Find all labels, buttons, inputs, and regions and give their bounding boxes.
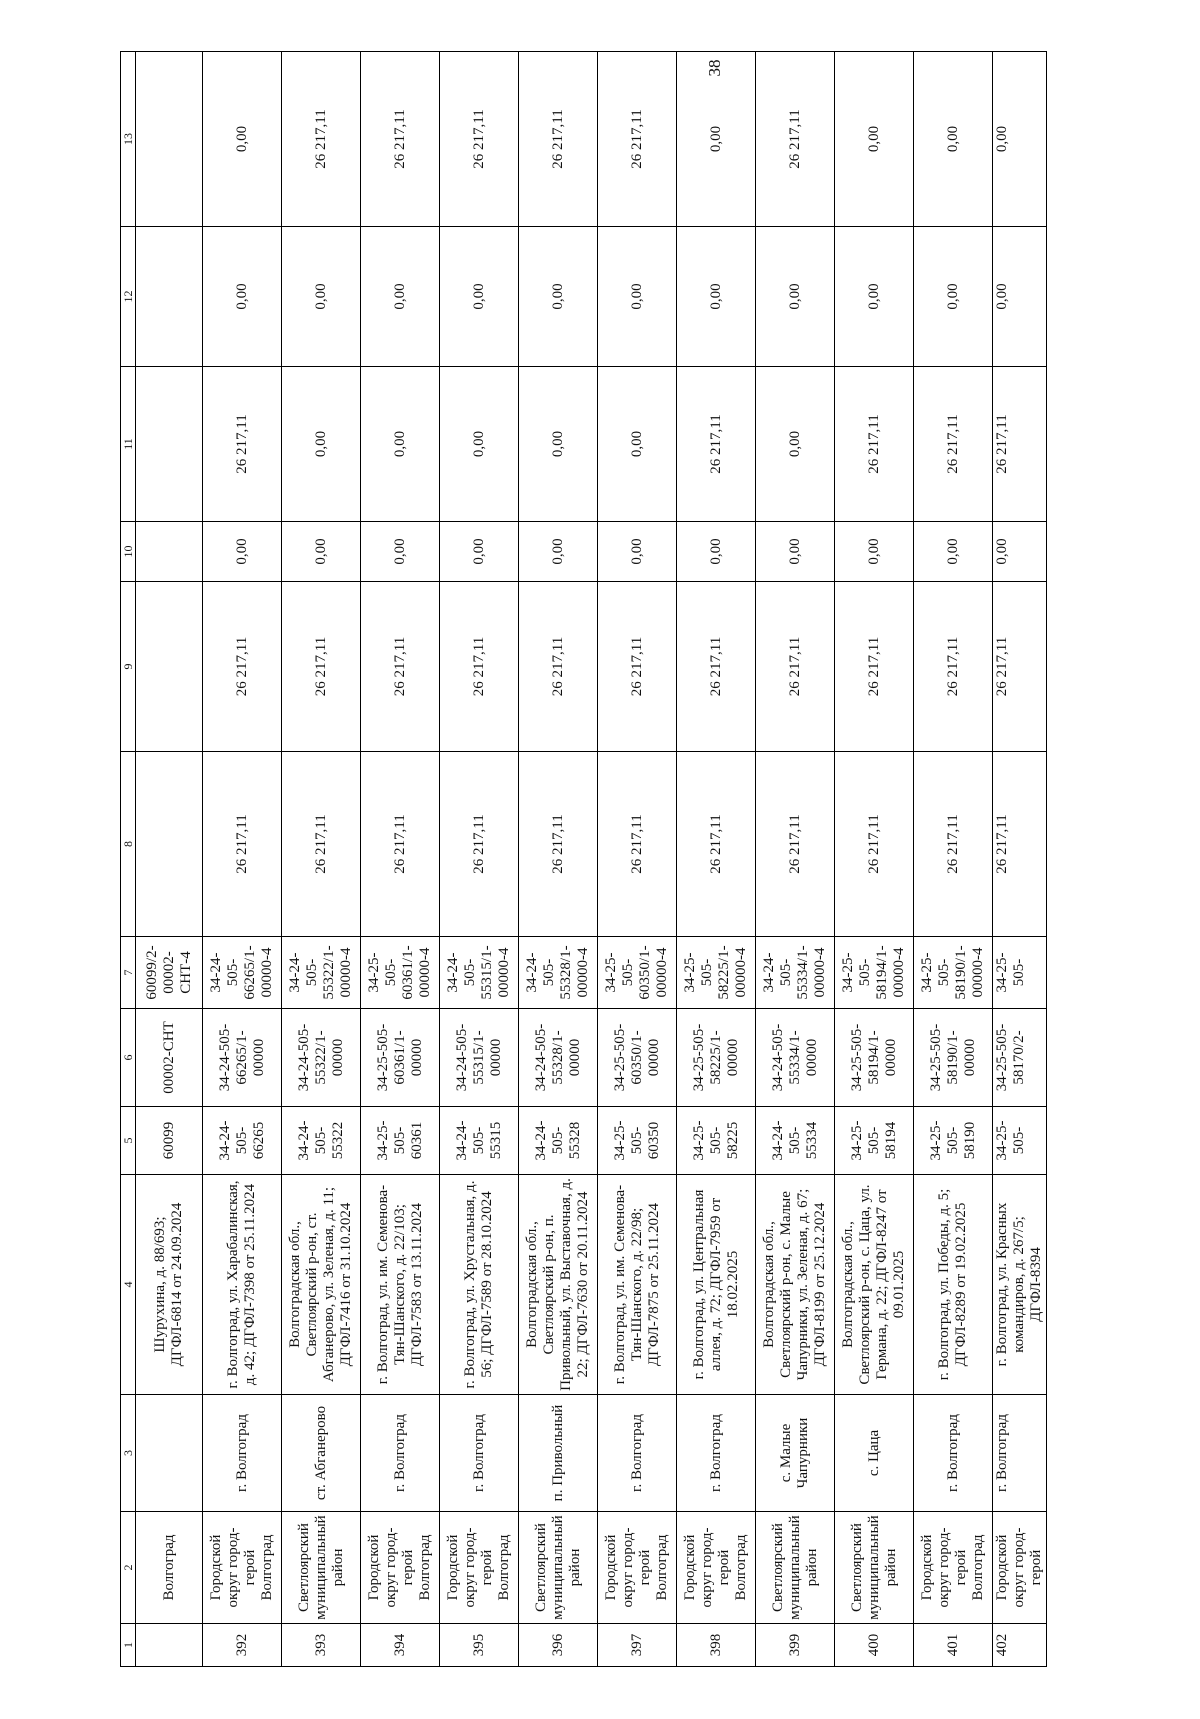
amount-cell: 0,00 xyxy=(598,367,677,522)
municipality-cell: Светлоярский муниципальный район xyxy=(756,1512,835,1624)
settlement-cell: г. Волгоград xyxy=(914,1395,993,1512)
amount-cell: 26 217,11 xyxy=(835,752,914,937)
column-number-row xyxy=(121,52,136,1667)
amount-cell: 26 217,11 xyxy=(203,752,282,937)
column-number: 8 xyxy=(121,752,136,937)
code-cell: 34-25-505-58190/1-00000-4 xyxy=(914,937,993,1009)
column-number: 4 xyxy=(121,1175,136,1395)
amount-cell: 0,00 xyxy=(440,227,519,367)
address-cell: г. Волгоград, ул. Победы, д. 5; ДГФЛ-8289 от 19.02.2025 xyxy=(914,1175,993,1395)
code-cell: 34-24-505-55315/1-00000-4 xyxy=(440,937,519,1009)
amount-cell: 0,00 xyxy=(203,52,282,227)
code-cell: 34-25-505-58190 xyxy=(914,1107,993,1175)
settlement-cell xyxy=(136,1395,203,1512)
address-cell: Волгоградская обл., Светлоярский р-он, с. Цаца, ул. Германа, д. 22; ДГФЛ-8247 от 09.01.2025 xyxy=(835,1175,914,1395)
amount-cell xyxy=(136,367,203,522)
amount-cell: 26 217,11 xyxy=(914,582,993,752)
amount-cell: 26 217,11 xyxy=(598,52,677,227)
code-cell: 34-24-505-55328/1-00000-4 xyxy=(519,937,598,1009)
code-cell: 34-25-505-58194/1-00000-4 xyxy=(835,937,914,1009)
table-row xyxy=(756,52,835,1667)
row-number-cell: 402 xyxy=(993,1624,1047,1667)
address-cell: г. Волгоград, ул. им. Семенова-Тян-Шанского, д. 22/103; ДГФЛ-7583 от 13.11.2024 xyxy=(361,1175,440,1395)
code-cell: 34-25-505-60350/1-00000 xyxy=(598,1009,677,1107)
amount-cell: 0,00 xyxy=(756,522,835,582)
municipality-cell: Городской округ город-герой Волгоград xyxy=(598,1512,677,1624)
rotated-table-area xyxy=(120,52,1200,1667)
table-row xyxy=(914,52,993,1667)
amount-cell: 26 217,11 xyxy=(993,367,1047,522)
code-cell: 34-25-505-58194/1-00000 xyxy=(835,1009,914,1107)
address-cell: г. Волгоград, ул. Красных командиров, д. 267/5; ДГФЛ-8394 xyxy=(993,1175,1047,1395)
settlement-cell: с. Цаца xyxy=(835,1395,914,1512)
amount-cell: 26 217,11 xyxy=(598,582,677,752)
settlement-cell: г. Волгоград xyxy=(993,1395,1047,1512)
column-number: 7 xyxy=(121,937,136,1009)
amount-cell: 0,00 xyxy=(440,522,519,582)
address-cell: г. Волгоград, ул. Харабалинская, д. 42; ДГФЛ-7398 от 25.11.2024 xyxy=(203,1175,282,1395)
amount-cell: 0,00 xyxy=(835,227,914,367)
amount-cell: 26 217,11 xyxy=(203,582,282,752)
amount-cell: 0,00 xyxy=(361,227,440,367)
row-number-cell: 397 xyxy=(598,1624,677,1667)
amount-cell: 26 217,11 xyxy=(440,52,519,227)
amount-cell: 26 217,11 xyxy=(361,582,440,752)
code-cell: 34-25-505-60361/1-00000-4 xyxy=(361,937,440,1009)
table-row xyxy=(993,52,1047,1667)
code-cell: 34-25-505-58170/2- xyxy=(993,1009,1047,1107)
amount-cell: 26 217,11 xyxy=(519,582,598,752)
amount-cell: 26 217,11 xyxy=(519,52,598,227)
amount-cell: 26 217,11 xyxy=(361,752,440,937)
amount-cell: 26 217,11 xyxy=(282,582,361,752)
data-table xyxy=(120,51,1047,1667)
code-cell: 60099 xyxy=(136,1107,203,1175)
amount-cell: 0,00 xyxy=(361,367,440,522)
code-cell: 34-25-505-60350 xyxy=(598,1107,677,1175)
code-cell: 34-24-505-66265 xyxy=(203,1107,282,1175)
amount-cell: 0,00 xyxy=(756,367,835,522)
page-number: 38 xyxy=(705,59,724,77)
amount-cell: 26 217,11 xyxy=(440,582,519,752)
table-row xyxy=(519,52,598,1667)
address-cell: Волгоградская обл., Светлоярский р-он, с. Малые Чапурники, ул. Зеленая, д. 67; ДГФЛ-8199 от 25.12.2024 xyxy=(756,1175,835,1395)
amount-cell xyxy=(136,582,203,752)
table-row xyxy=(282,52,361,1667)
table-row xyxy=(361,52,440,1667)
code-cell: 34-25-505-58225/1-00000-4 xyxy=(677,937,756,1009)
amount-cell xyxy=(136,227,203,367)
amount-cell: 26 217,11 xyxy=(993,582,1047,752)
amount-cell: 26 217,11 xyxy=(835,367,914,522)
amount-cell: 26 217,11 xyxy=(677,582,756,752)
amount-cell: 0,00 xyxy=(993,227,1047,367)
amount-cell: 26 217,11 xyxy=(993,752,1047,937)
address-cell: Волгоградская обл., Светлоярский р-он, п. Привольный, ул. Выставочная, д. 22; ДГФЛ-7630 от 20.11.2024 xyxy=(519,1175,598,1395)
column-number: 11 xyxy=(121,367,136,522)
amount-cell: 26 217,11 xyxy=(440,752,519,937)
code-cell: 34-24-505-55315/1-00000 xyxy=(440,1009,519,1107)
code-cell: 34-24-505-55328/1-00000 xyxy=(519,1009,598,1107)
code-cell: 34-24-505-55328 xyxy=(519,1107,598,1175)
column-number: 9 xyxy=(121,582,136,752)
settlement-cell: г. Волгоград xyxy=(361,1395,440,1512)
address-cell: Волгоградская обл., Светлоярский р-он, ст. Абганерово, ул. Зеленая, д. 11; ДГФЛ-7416 от 31.10.2024 xyxy=(282,1175,361,1395)
amount-cell: 0,00 xyxy=(282,522,361,582)
column-number: 12 xyxy=(121,227,136,367)
municipality-cell: Светлоярский муниципальный район xyxy=(282,1512,361,1624)
row-number-cell: 396 xyxy=(519,1624,598,1667)
code-cell: 34-24-505-66265/1-00000-4 xyxy=(203,937,282,1009)
code-cell: 34-25-505-58225 xyxy=(677,1107,756,1175)
amount-cell: 26 217,11 xyxy=(203,367,282,522)
column-number: 6 xyxy=(121,1009,136,1107)
code-cell: 00002-СНТ xyxy=(136,1009,203,1107)
column-number: 10 xyxy=(121,522,136,582)
settlement-cell: г. Волгоград xyxy=(677,1395,756,1512)
municipality-cell: Светлоярский муниципальный район xyxy=(519,1512,598,1624)
amount-cell: 0,00 xyxy=(993,522,1047,582)
settlement-cell: г. Волгоград xyxy=(598,1395,677,1512)
amount-cell: 0,00 xyxy=(519,522,598,582)
table-row xyxy=(677,52,756,1667)
row-number-cell xyxy=(136,1624,203,1667)
amount-cell: 0,00 xyxy=(440,367,519,522)
amount-cell: 26 217,11 xyxy=(282,752,361,937)
code-cell: 34-24-505-55334/1-00000 xyxy=(756,1009,835,1107)
row-number-cell: 394 xyxy=(361,1624,440,1667)
code-cell: 34-24-505-55322 xyxy=(282,1107,361,1175)
municipality-cell: Городской округ город-герой Волгоград xyxy=(677,1512,756,1624)
municipality-cell: Светлоярский муниципальный район xyxy=(835,1512,914,1624)
code-cell: 34-24-505-66265/1-00000 xyxy=(203,1009,282,1107)
code-cell: 34-25-505-60361/1-00000 xyxy=(361,1009,440,1107)
amount-cell: 0,00 xyxy=(993,52,1047,227)
amount-cell xyxy=(136,752,203,937)
code-cell: 34-25-505-60350/1-00000-4 xyxy=(598,937,677,1009)
amount-cell: 0,00 xyxy=(598,227,677,367)
amount-cell: 26 217,11 xyxy=(914,752,993,937)
amount-cell: 26 217,11 xyxy=(756,52,835,227)
settlement-cell: с. Малые Чапурники xyxy=(756,1395,835,1512)
amount-cell: 26 217,11 xyxy=(677,367,756,522)
amount-cell xyxy=(136,522,203,582)
row-number-cell: 401 xyxy=(914,1624,993,1667)
amount-cell: 0,00 xyxy=(835,52,914,227)
amount-cell: 26 217,11 xyxy=(598,752,677,937)
address-cell: г. Волгоград, ул. им. Семенова-Тян-Шанского, д. 22/98; ДГФЛ-7875 от 25.11.2024 xyxy=(598,1175,677,1395)
code-cell: 60099/2-00002-СНТ-4 xyxy=(136,937,203,1009)
municipality-cell: Волгоград xyxy=(136,1512,203,1624)
amount-cell: 26 217,11 xyxy=(835,582,914,752)
code-cell: 34-25-505-58194 xyxy=(835,1107,914,1175)
row-number-cell: 392 xyxy=(203,1624,282,1667)
municipality-cell: Городской округ город-герой Волгоград xyxy=(361,1512,440,1624)
amount-cell: 0,00 xyxy=(282,367,361,522)
continuation-row xyxy=(136,52,203,1667)
row-number-cell: 395 xyxy=(440,1624,519,1667)
amount-cell: 0,00 xyxy=(598,522,677,582)
amount-cell: 26 217,11 xyxy=(282,52,361,227)
amount-cell: 26 217,11 xyxy=(519,752,598,937)
amount-cell: 0,00 xyxy=(203,522,282,582)
column-number: 3 xyxy=(121,1395,136,1512)
settlement-cell: п. Привольный xyxy=(519,1395,598,1512)
code-cell: 34-24-505-55334 xyxy=(756,1107,835,1175)
column-number: 13 xyxy=(121,52,136,227)
address-cell: Шурухина, д. 88/693; ДГФЛ-6814 от 24.09.2024 xyxy=(136,1175,203,1395)
code-cell: 34-25-505- xyxy=(993,937,1047,1009)
amount-cell: 0,00 xyxy=(677,52,756,227)
amount-cell: 0,00 xyxy=(914,52,993,227)
row-number-cell: 393 xyxy=(282,1624,361,1667)
column-number: 1 xyxy=(121,1624,136,1667)
code-cell: 34-24-505-55334/1-00000-4 xyxy=(756,937,835,1009)
row-number-cell: 398 xyxy=(677,1624,756,1667)
amount-cell: 0,00 xyxy=(914,227,993,367)
row-number-cell: 400 xyxy=(835,1624,914,1667)
table-row xyxy=(835,52,914,1667)
amount-cell: 26 217,11 xyxy=(914,367,993,522)
settlement-cell: г. Волгоград xyxy=(203,1395,282,1512)
amount-cell: 0,00 xyxy=(519,227,598,367)
settlement-cell: ст. Абганерово xyxy=(282,1395,361,1512)
municipality-cell: Городской округ город-герой Волгоград xyxy=(914,1512,993,1624)
amount-cell: 26 217,11 xyxy=(677,752,756,937)
column-number: 2 xyxy=(121,1512,136,1624)
code-cell: 34-24-505-55315 xyxy=(440,1107,519,1175)
amount-cell: 0,00 xyxy=(835,522,914,582)
amount-cell: 0,00 xyxy=(677,227,756,367)
code-cell: 34-25-505-58190/1-00000 xyxy=(914,1009,993,1107)
amount-cell: 0,00 xyxy=(677,522,756,582)
amount-cell: 26 217,11 xyxy=(756,582,835,752)
amount-cell xyxy=(136,52,203,227)
amount-cell: 0,00 xyxy=(914,522,993,582)
amount-cell: 26 217,11 xyxy=(756,752,835,937)
amount-cell: 0,00 xyxy=(519,367,598,522)
code-cell: 34-25-505- xyxy=(993,1107,1047,1175)
code-cell: 34-25-505-58225/1-00000 xyxy=(677,1009,756,1107)
table-row xyxy=(203,52,282,1667)
municipality-cell: Городской округ город-герой xyxy=(993,1512,1047,1624)
code-cell: 34-24-505-55322/1-00000 xyxy=(282,1009,361,1107)
row-number-cell: 399 xyxy=(756,1624,835,1667)
table-row xyxy=(598,52,677,1667)
amount-cell: 0,00 xyxy=(361,522,440,582)
address-cell: г. Волгоград, ул. Хрустальная, д. 56; ДГФЛ-7589 от 28.10.2024 xyxy=(440,1175,519,1395)
amount-cell: 0,00 xyxy=(203,227,282,367)
amount-cell: 26 217,11 xyxy=(361,52,440,227)
table-row xyxy=(440,52,519,1667)
municipality-cell: Городской округ город-герой Волгоград xyxy=(440,1512,519,1624)
settlement-cell: г. Волгоград xyxy=(440,1395,519,1512)
rotated-table-wrapper xyxy=(120,52,1200,1667)
code-cell: 34-24-505-55322/1-00000-4 xyxy=(282,937,361,1009)
address-cell: г. Волгоград, ул. Центральная аллея, д. 72; ДГФЛ-7959 от 18.02.2025 xyxy=(677,1175,756,1395)
amount-cell: 0,00 xyxy=(282,227,361,367)
municipality-cell: Городской округ город-герой Волгоград xyxy=(203,1512,282,1624)
code-cell: 34-25-505-60361 xyxy=(361,1107,440,1175)
column-number: 5 xyxy=(121,1107,136,1175)
amount-cell: 0,00 xyxy=(756,227,835,367)
